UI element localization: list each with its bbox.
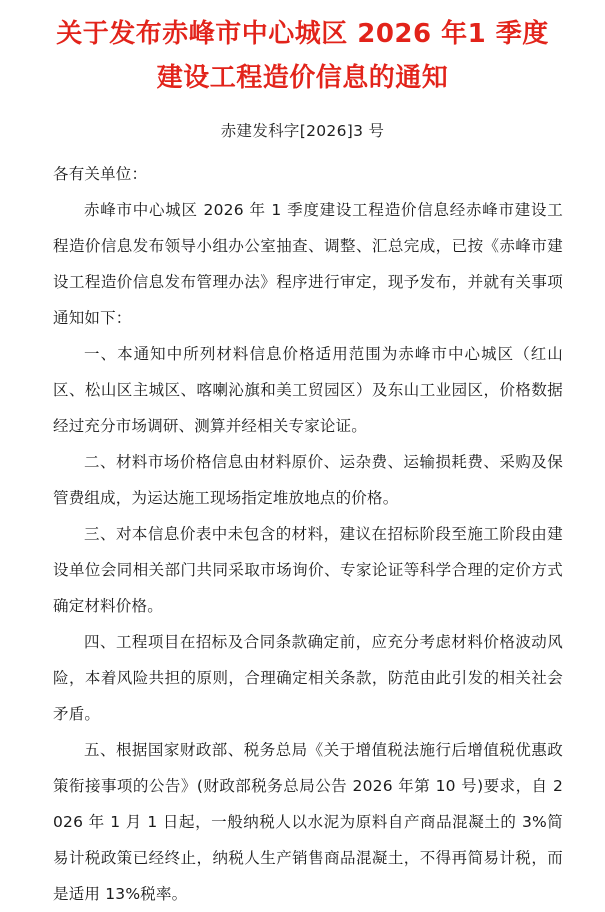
document-number: 赤建发科字[2026]3 号 <box>220 122 385 140</box>
paragraph-item-2: 二、材料市场价格信息由材料原价、运杂费、运输损耗费、采购及保管费组成，为运达施工现场指定堆放地点的价格。 <box>53 453 563 507</box>
paragraph-item-1: 一、本通知中所列材料信息价格适用范围为赤峰市中心城区（红山区、松山区主城区、喀喇沁旗和美工贸园区）及东山工业园区，价格数据经过充分市场调研、测算并经相关专家论证。 <box>53 345 563 435</box>
paragraph-item-5: 五、根据国家财政部、税务总局《关于增值税法施行后增值税优惠政策衔接事项的公告》(财政部税务总局公告 2026 年第 10 号)要求，自 2026 年 1 月 1 日起，一般纳税人以水泥为原料自产商品混凝土的 3%简易计税政策已经终止，纳税人生产销售商品混凝土，不得再简易计税，而是适用 13%税率。 <box>53 741 563 903</box>
document-body <box>0 156 605 912</box>
paragraph-item-3: 三、对本信息价表中未包含的材料，建议在招标阶段至施工阶段由建设单位会同相关部门共同采取市场询价、专家论证等科学合理的定价方式确定材料价格。 <box>53 525 563 615</box>
document-title-line-1: 关于发布赤峰市中心城区 2026 年1 季度 <box>56 19 549 49</box>
document-title <box>0 0 605 100</box>
paragraph-intro: 赤峰市中心城区 2026 年 1 季度建设工程造价信息经赤峰市建设工程造价信息发布领导小组办公室抽查、调整、汇总完成，已按《赤峰市建设工程造价信息发布管理办法》程序进行审定，现予发布，并就有关事项通知如下： <box>53 201 563 327</box>
salutation: 各有关单位： <box>53 165 148 183</box>
document-title-line-2: 建设工程造价信息的通知 <box>156 63 449 93</box>
paragraph-item-4: 四、工程项目在招标及合同条款确定前，应充分考虑材料价格波动风险，本着风险共担的原则，合理确定相关条款，防范由此引发的相关社会矛盾。 <box>53 633 563 723</box>
